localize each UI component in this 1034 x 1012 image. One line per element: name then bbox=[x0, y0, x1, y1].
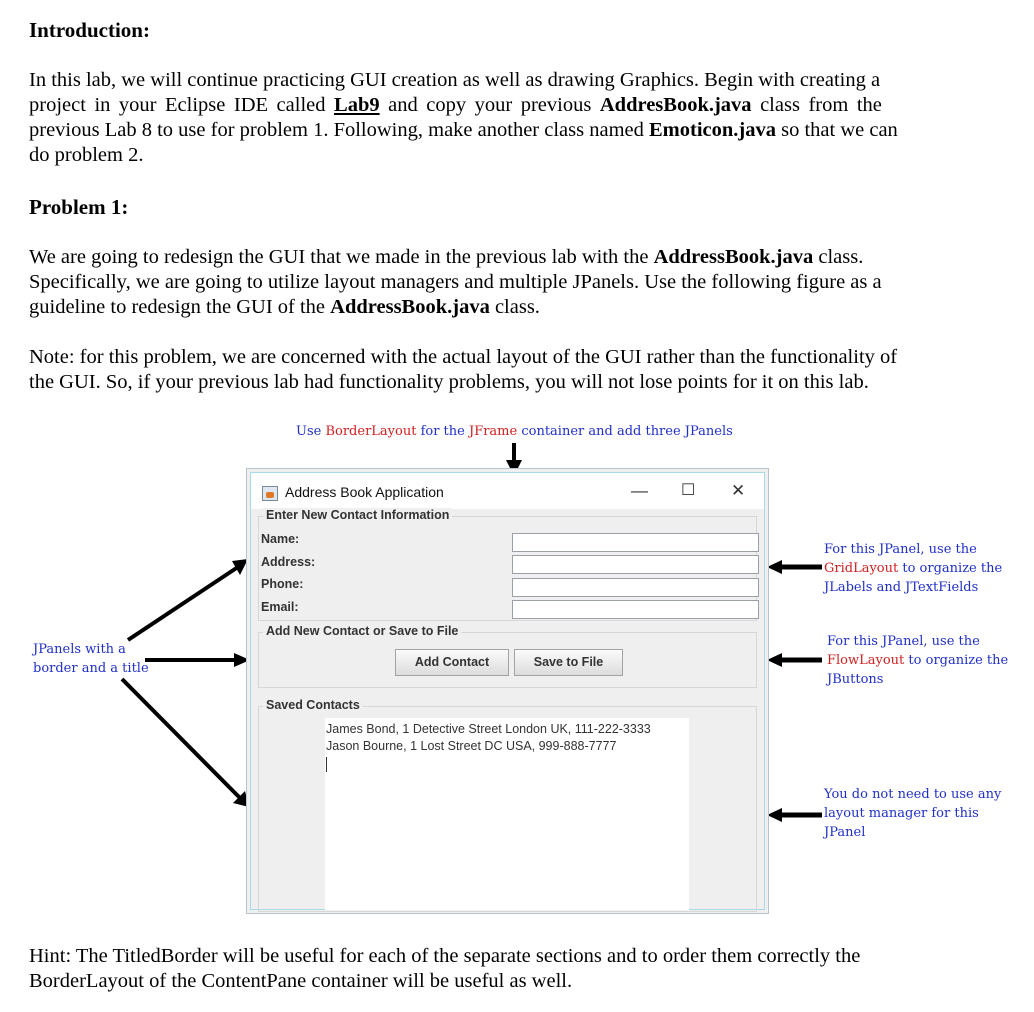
name-field[interactable] bbox=[512, 533, 759, 552]
window-frame bbox=[250, 472, 765, 910]
close-icon[interactable]: ✕ bbox=[731, 481, 746, 500]
contact-line: Jason Bourne, 1 Lost Street DC USA, 999-888-7777 bbox=[326, 739, 617, 753]
right-arrow-grid-head bbox=[767, 560, 782, 574]
problem1-line-1: We are going to redesign the GUI that we made in the previous lab with the AddressBook.java class. bbox=[29, 246, 864, 268]
right-arrow-none-head bbox=[767, 808, 782, 822]
addressbook-filename: AddressBook.java bbox=[653, 246, 814, 268]
saved-contacts-panel bbox=[258, 698, 757, 912]
actions-panel bbox=[258, 624, 757, 688]
add-contact-button[interactable]: Add Contact bbox=[395, 649, 509, 676]
hint-line-1: Hint: The TitledBorder will be useful for each of the separate sections and to order them correctly the bbox=[29, 945, 861, 967]
note-line-2: the GUI. So, if your previous lab had functionality problems, you will not lose points for it on this lab. bbox=[29, 371, 869, 393]
gridlayout-annotation: For this JPanel, use the GridLayout to organize the JLabels and JTextFields bbox=[824, 542, 1003, 595]
phone-field[interactable] bbox=[512, 578, 759, 597]
java-app-icon bbox=[262, 486, 278, 501]
emoticon-filename: Emoticon.java bbox=[649, 119, 776, 141]
actions-panel-title: Add New Contact or Save to File bbox=[263, 624, 461, 638]
addressbook-filename-2: AddressBook.java bbox=[330, 296, 490, 318]
lab9-project-name: Lab9 bbox=[334, 94, 380, 116]
intro-line-1: In this lab, we will continue practicing GUI creation as well as drawing Graphics. Begin with creating a bbox=[29, 69, 881, 91]
contact-line: James Bond, 1 Detective Street London UK, 111-222-3333 bbox=[326, 722, 651, 736]
left-arrow-up-shaft bbox=[128, 567, 238, 640]
window-titlebar[interactable] bbox=[251, 473, 764, 509]
borderlayout-annotation: Use BorderLayout for the JFrame container and add three JPanels bbox=[296, 424, 733, 439]
address-label: Address: bbox=[261, 555, 316, 569]
problem1-line-2: Specifically, we are going to utilize layout managers and multiple JPanels. Use the following figure as a bbox=[29, 271, 882, 293]
email-label: Email: bbox=[261, 600, 299, 614]
saved-contacts-textarea[interactable] bbox=[325, 718, 689, 910]
no-layout-annotation: You do not need to use any layout manager for this JPanel bbox=[824, 787, 1002, 840]
right-arrow-flow-head bbox=[767, 653, 782, 667]
minimize-icon[interactable]: — bbox=[631, 481, 648, 500]
hint-line-2: BorderLayout of the ContentPane container will be useful as well. bbox=[29, 970, 573, 992]
problem1-heading: Problem 1: bbox=[29, 195, 129, 219]
text-caret bbox=[326, 757, 327, 772]
contact-info-panel bbox=[258, 508, 757, 621]
intro-line-2: project in your Eclipse IDE called Lab9 and copy your previous AddresBook.java class from the bbox=[29, 94, 882, 116]
address-field[interactable] bbox=[512, 555, 759, 574]
email-field[interactable] bbox=[512, 600, 759, 619]
saved-contacts-panel-title: Saved Contacts bbox=[263, 698, 363, 712]
phone-label: Phone: bbox=[261, 577, 304, 591]
hint-paragraph bbox=[29, 944, 966, 994]
save-to-file-button[interactable]: Save to File bbox=[514, 649, 623, 676]
flowlayout-annotation: For this JPanel, use the FlowLayout to organize the JButtons bbox=[827, 634, 1009, 687]
name-label: Name: bbox=[261, 532, 300, 546]
problem1-line-3: guideline to redesign the GUI of the AddressBook.java class. bbox=[29, 296, 540, 318]
address-book-window bbox=[246, 468, 769, 914]
window-title: Address Book Application bbox=[285, 484, 444, 500]
left-arrow-down-shaft bbox=[122, 679, 240, 798]
titled-border-annotation: JPanels with a border and a title bbox=[33, 642, 149, 676]
note-line-1: Note: for this problem, we are concerned with the actual layout of the GUI rather than the functionality of bbox=[29, 346, 898, 368]
intro-line-4: do problem 2. bbox=[29, 144, 144, 166]
content-pane bbox=[251, 509, 764, 909]
maximize-icon[interactable]: ☐ bbox=[681, 482, 696, 499]
intro-line-3: previous Lab 8 to use for problem 1. Following, make another class named Emoticon.java so that we can bbox=[29, 119, 898, 141]
contact-info-panel-title: Enter New Contact Information bbox=[263, 508, 452, 522]
addresbook-filename: AddresBook.java bbox=[599, 94, 752, 116]
introduction-heading: Introduction: bbox=[29, 18, 150, 42]
